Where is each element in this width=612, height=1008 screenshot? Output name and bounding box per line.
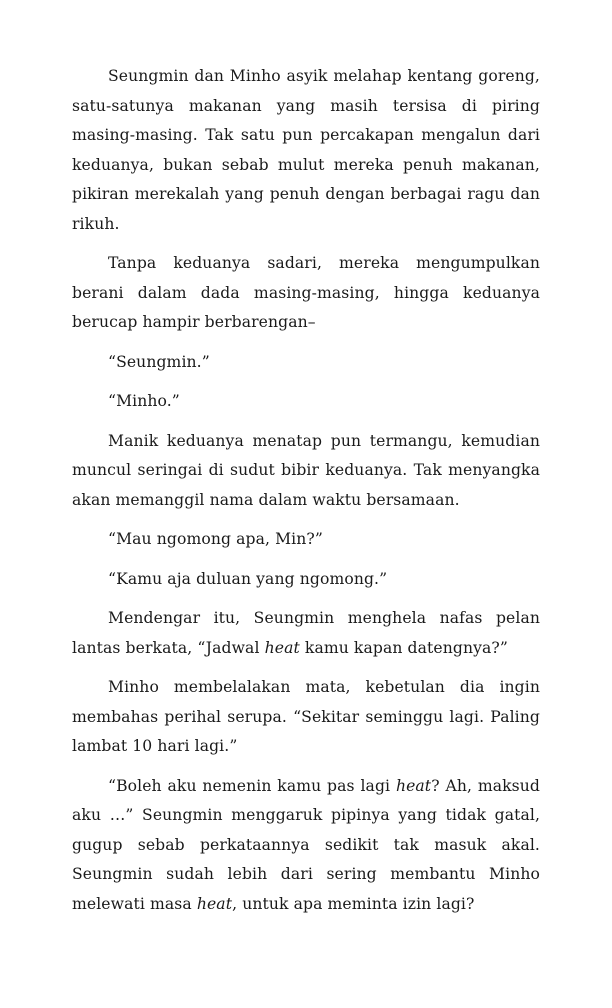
paragraph-3	[72, 348, 540, 378]
paragraph-8-text-a: Mendengar itu, Seungmin menghela nafas pelan lantas berkata, “Jadwal	[72, 609, 540, 657]
paragraph-10	[72, 772, 540, 920]
paragraph-4-text: “Minho.”	[108, 392, 180, 410]
paragraph-3-text: “Seungmin.”	[108, 352, 210, 371]
paragraph-5-text: Manik keduanya menatap pun termangu, kemudian muncul seringai di sudut bibir keduanya. Tak menyangka akan memanggil nama dalam waktu bersamaan.	[72, 431, 540, 509]
paragraph-6-text: “Mau ngomong apa, Min?”	[108, 530, 323, 548]
paragraph-5	[72, 427, 540, 516]
paragraph-4	[72, 387, 540, 417]
paragraph-9	[72, 673, 540, 762]
paragraph-9-text: Minho membelalakan mata, kebetulan dia ingin membahas perihal serupa. “Sekitar seminggu lagi. Paling lambat 10 hari lagi.”	[72, 678, 540, 755]
document-page	[72, 62, 540, 929]
paragraph-8	[72, 604, 540, 663]
paragraph-8-italic-heat: heat	[264, 638, 300, 657]
paragraph-10-text-c: , untuk apa meminta izin lagi?	[232, 894, 475, 913]
paragraph-6	[72, 525, 540, 555]
paragraph-10-italic-heat-2: heat	[196, 894, 233, 913]
paragraph-1-text: Seungmin dan Minho asyik melahap kentang goreng, satu-satunya makanan yang masih tersisa di piring masing-masing. Tak satu pun percakapan mengalun dari keduanya, bukan sebab mulut mereka penuh makanan, pikiran merekalah yang penuh dengan berbagai ragu dan rikuh.	[72, 67, 540, 233]
paragraph-1	[72, 62, 540, 239]
paragraph-10-text-a: “Boleh aku nemenin kamu pas lagi	[108, 776, 396, 795]
paragraph-10-text-b: ? Ah, maksud aku …” Seungmin menggaruk pipinya yang tidak gatal, gugup sebab perkataannya sedikit tak masuk akal. Seungmin sudah lebih dari sering membantu Minho melewati masa	[72, 776, 540, 913]
paragraph-2-text: Tanpa keduanya sadari, mereka mengumpulkan berani dalam dada masing-masing, hingga keduanya berucap hampir berbarengan–	[72, 254, 540, 331]
paragraph-8-text-b: kamu kapan datengnya?”	[299, 638, 508, 657]
paragraph-2	[72, 249, 540, 338]
paragraph-7	[72, 565, 540, 595]
paragraph-7-text: “Kamu aja duluan yang ngomong.”	[108, 569, 388, 588]
paragraph-10-italic-heat-1: heat	[395, 776, 432, 795]
